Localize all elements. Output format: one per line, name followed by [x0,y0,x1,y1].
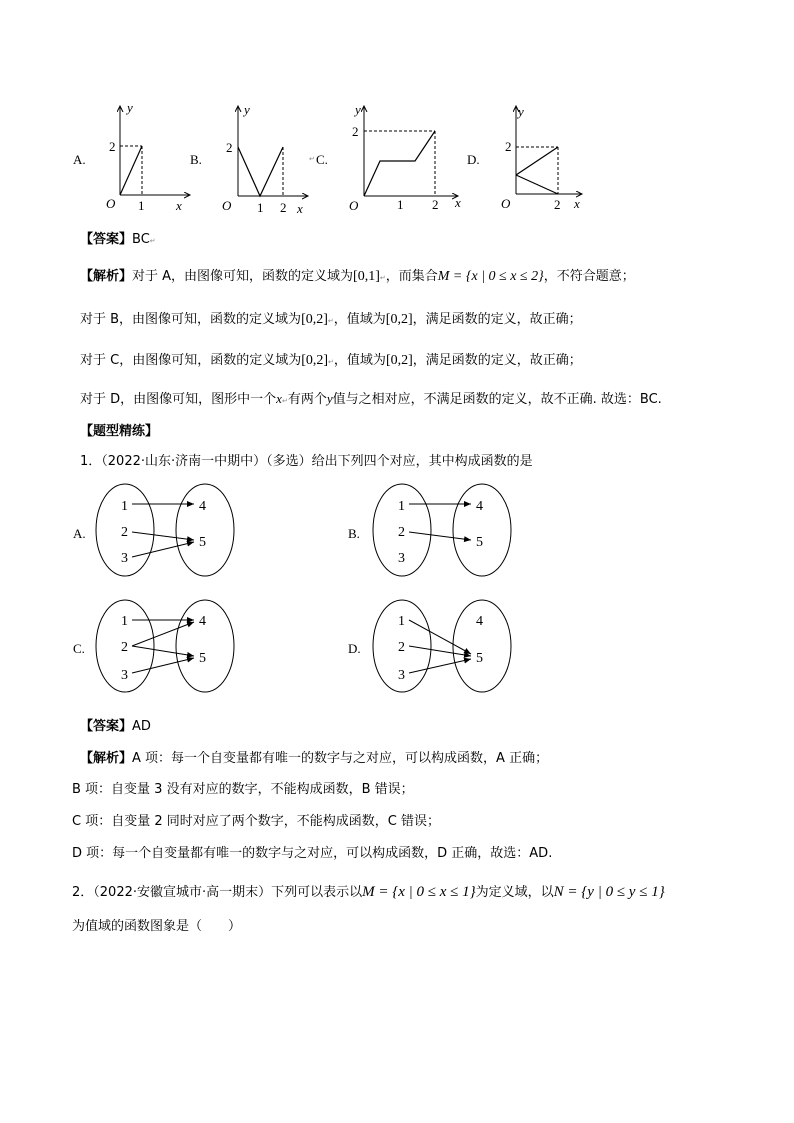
x-tick: 1 [257,200,264,215]
y-label: y [244,102,250,117]
math-set-n: N = {y | 0 ≤ y ≤ 1} [553,884,665,900]
y-tick: 2 [352,124,359,139]
graph-a-svg [100,98,200,218]
mapping-d-svg [366,596,526,696]
x-label: x [574,196,580,211]
left-1: 1 [121,499,128,514]
map-arrow [132,542,194,557]
left-1: 1 [398,614,405,629]
q2-stem-line1: 2．（2022·安徽宣城市·高一期末）下列可以表示以M = {x | 0 ≤ x ≤ 1}为定义域，以N = {y | 0 ≤ y ≤ 1} [72,884,665,900]
option-letter: C. [73,641,85,656]
graph-d-svg [498,100,598,215]
section-title: 【题型精练】 [80,424,159,439]
graph-line [364,131,435,196]
y-label: y [127,100,133,115]
left-3: 3 [121,551,128,566]
graph-line [238,147,283,196]
math-set-m: M = {x | 0 ≤ x ≤ 1} [362,884,476,900]
left-3: 3 [398,551,405,566]
q1-analysis-c: C 项：自变量 2 同时对应了两个数字，不能构成函数，C 错误； [72,814,440,829]
math-range: [0,2] [385,312,413,327]
left-2: 2 [121,640,128,655]
left-3: 3 [121,668,128,683]
y-label: y [518,104,524,119]
origin-label: O [349,198,359,213]
map-arrow [409,532,471,540]
q1-analysis-b: B 项：自变量 3 没有对应的数字，不能构成函数，B 错误； [72,782,414,797]
map-arrow [132,532,194,540]
right-5: 5 [199,535,206,550]
mapping-c-svg [90,596,250,696]
graph-b-svg [218,98,318,218]
right-4: 4 [476,614,483,629]
math-set-m: M = {x | 0 ≤ x ≤ 2} [437,269,544,284]
right-5: 5 [476,535,483,550]
left-2: 2 [121,525,128,540]
option-letter: D. [348,641,361,656]
analysis-line-b: 对于 B，由图像可知，函数的定义域为[0,2]↵，值域为[0,2]，满足函数的定义，故正确； [80,312,582,327]
y-label: y [355,102,361,117]
math-range: [0,2] [385,353,413,368]
codomain-ellipse [176,484,234,576]
left-3: 3 [398,668,405,683]
answer-label: 【答案】 [80,719,133,734]
right-4: 4 [199,499,206,514]
y-tick: 2 [226,140,233,155]
left-1: 1 [398,499,405,514]
math-domain: [0,2] [301,312,328,327]
analysis-line-c: 对于 C，由图像可知，函数的定义域为[0,2]↵，值域为[0,2]，满足函数的定义，故正确； [80,353,582,368]
right-4: 4 [476,499,483,514]
map-arrow [409,659,471,673]
map-arrow [409,646,471,656]
x-label: x [455,195,461,210]
option-letter: B. [190,152,202,167]
origin-label: O [222,198,232,213]
map-arrow [132,622,194,646]
mapping-b-svg [366,480,526,580]
option-letter: C. [316,152,328,167]
left-2: 2 [398,525,405,540]
map-arrow [132,658,194,673]
q1-answer-line [80,719,151,735]
option-letter: A. [73,526,86,541]
x-tick: 1 [138,198,145,213]
right-5: 5 [199,651,206,666]
x-tick: 2 [280,200,287,215]
x-tick: 1 [397,197,404,212]
codomain-ellipse [453,484,511,576]
origin-label: O [106,196,116,211]
graph-line [120,146,142,195]
math-domain: [0,1] [353,269,380,284]
answer-line: 【答案】BC↵ [80,232,156,247]
y-tick: 2 [109,139,116,154]
answer-value: AD [132,719,151,734]
answer-label: 【答案】 [80,232,133,247]
left-1: 1 [121,614,128,629]
y-tick: 2 [505,139,512,154]
right-5: 5 [476,651,483,666]
option-letter: A. [73,152,86,167]
math-y: y [326,391,333,406]
left-2: 2 [398,640,405,655]
x-tick: 2 [554,197,561,212]
mapping-a-svg [90,480,250,580]
graph-line [516,175,558,194]
x-tick: 2 [432,197,439,212]
right-4: 4 [199,614,206,629]
analysis-line-d: 对于 D，由图像可知，图形中一个x↵有两个y值与之相对应，不满足函数的定义，故不正确. 故选：BC. [80,391,662,407]
x-label: x [176,198,182,213]
math-domain: [0,2] [301,353,329,368]
option-letter: D. [467,152,480,167]
origin-label: O [501,196,511,211]
answer-value: BC [132,232,150,247]
q1-analysis-a: 【解析】A 项：每一个自变量都有唯一的数字与之对应，可以构成函数，A 正确； [80,751,549,766]
option-letter: B. [348,526,360,541]
map-arrow [409,620,471,654]
q1-analysis-d: D 项：每一个自变量都有唯一的数字与之对应，可以构成函数，D 正确，故选：AD. [72,846,553,861]
analysis-label: 【解析】 [80,751,133,766]
q2-stem-line2: 为值域的函数图象是（ ） [72,919,242,934]
graph-line [516,147,558,175]
x-label: x [297,201,303,216]
map-arrow [132,646,194,656]
math-x: x [276,391,282,406]
graph-c-svg [340,100,470,215]
analysis-label: 【解析】 [80,269,133,284]
q1-stem: 1．（2022·山东·济南一中期中）（多选）给出下列四个对应，其中构成函数的是 [80,454,533,469]
analysis-line-a: 【解析】对于 A，由图像可知，函数的定义域为[0,1]↵，而集合M = {x | 0 ≤ x ≤ 2}，不符合题意； [80,269,635,284]
